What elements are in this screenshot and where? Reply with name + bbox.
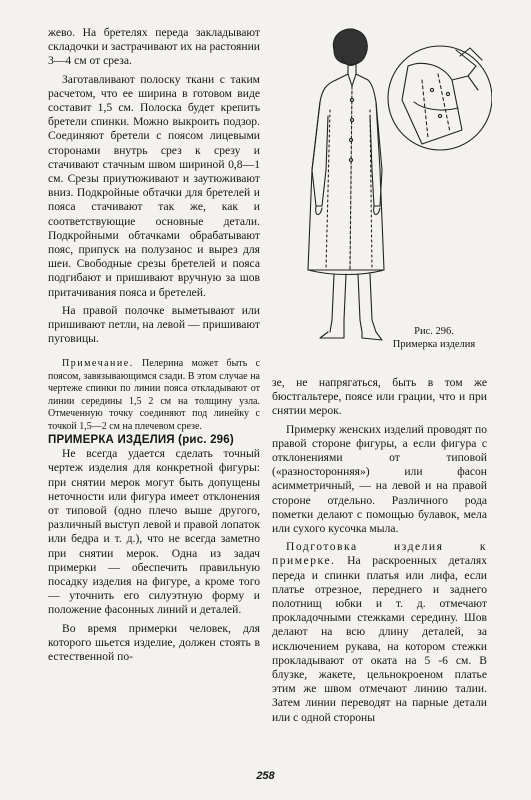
paragraph: Примерку женских изделий проводят по правой стороне фигуры, а если фигура с отклонениями от типовой («разносторонняя») или фасон асимметричный, — на левой и на правой стороне отдельно. Различного рода пометки делают с помощью булавок, мела или сухого кусочка мыла.	[272, 422, 487, 536]
figure-title: Примерка изделия	[392, 338, 476, 350]
paragraph: Заготавливают полоску ткани с таким расчетом, что ее ширина в готовом виде составит 1,5 см. Полоска будет крепить бретели спинки. Можно выкроить подзор. Соединяют бретели с поясом лицевыми сторонами внутрь срез к срезу и стачивают стачным швом шириной 0,8—1 см. Срезы приутюживают и заутюживают вниз. Подкройные обтачки для бретелей и пояса стачивают так же, как и соответствующие основные детали. Подкройными обтачками обрабатывают пояс, припуск на полузанос и вырез для шеи. Свободные срезы бретелей и пояса подгибают и пришивают вручную за шов притачивания пояса и бретелей.	[48, 72, 260, 299]
page-number: 258	[256, 770, 275, 782]
prep-text: На раскроенных деталях переда и спинки платья или лифа, если платье отрезное, переднего и заднего полотнищ юбки и т. д. отмечают прокладочными стежками середину. Шов делают на всю длину деталей, за исключением рукава, на котором стежки прокладывают от оката на 5 -6 см. В блузке, жакете, цельнокроеном платье этим же швом отмечают линию талии. Затем линии переводят на парные детали или с одной стороны	[272, 554, 487, 724]
note	[48, 358, 260, 432]
right-column	[272, 376, 487, 725]
prep-label: Подготовка изделия к примерке.	[272, 540, 487, 568]
left-column	[48, 26, 260, 664]
paragraph: На правой полочке выметывают или пришивают петли, на левой — пришивают пуговицы.	[48, 303, 260, 346]
figure-number: Рис. 296.	[414, 326, 454, 337]
section-heading: ПРИМЕРКА ИЗДЕЛИЯ (рис. 296)	[48, 433, 234, 446]
paragraph: Не всегда удается сделать точный чертеж изделия для конкретной фигуры: при снятии мерок могут быть допущены неточности или фигура имеет отклонения от типовой (одно плечо выше другого, различный выступ левой и правой лопаток или бедра и т. д.), что не всегда заметно при снятии мерок. Одна из задач примерки — обеспечить правильную посадку изделия на фигуре, а кроме того — уточнить его силуэтную форму и положение фасонных линий и деталей.	[48, 447, 260, 617]
note-label: Примечание.	[62, 358, 134, 370]
detail-inset	[388, 46, 492, 150]
figure-caption	[378, 326, 490, 351]
figure-296	[272, 20, 492, 356]
fitting-illustration	[272, 20, 492, 356]
paragraph: Во время примерки человек, для которого шьется изделие, должен стоять в естественной по-	[48, 621, 260, 663]
note-text: Пелерина может быть с поясом, завязывающимся сзади. В этом случае на чертеже спинки по линии пояса откладывают от линии середины 1,5 2 см на толщину узла. Отмеченную точку соединяют под линейку с точкой 1,5—2 см на плечевом срезе.	[48, 358, 261, 432]
paragraph: зе, не напрягаться, быть в том же бюстгальтере, поясе или грации, что и при снятии мерок.	[272, 376, 487, 418]
paragraph	[272, 540, 487, 725]
paragraph: жево. На бретелях переда закладывают складочки и застрачивают их на растоянии 3—4 см от среза.	[48, 26, 260, 68]
woman-figure	[308, 29, 384, 340]
